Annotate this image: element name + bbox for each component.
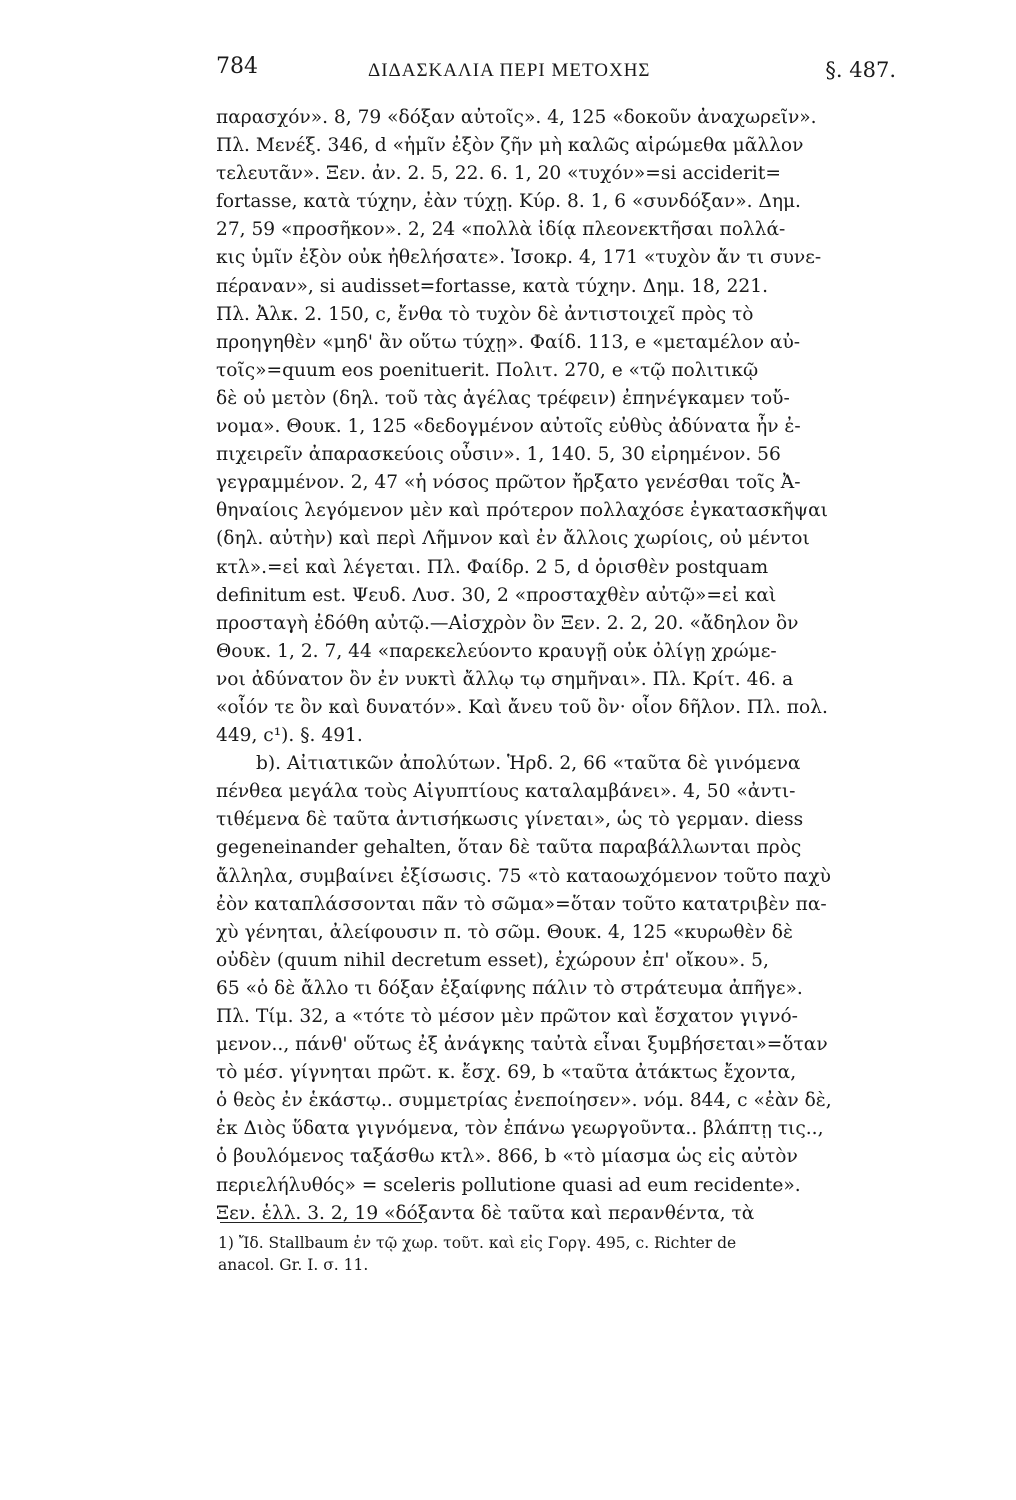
text-line: προηγηθὲν «μηδ' ἂν οὕτω τύχῃ». Φαίδ. 113, e «μεταμέλον αὐ- xyxy=(216,331,801,353)
text-line: «οἷόν τε ὂν καὶ δυνατόν». Καὶ ἄνευ τοῦ ὂν· οἷον δῆλον. Πλ. πολ. xyxy=(216,696,828,718)
text-line: πένθεα μεγάλα τοὺς Αἰγυπτίους καταλαμβάνει». 4, 50 «ἀντι- xyxy=(216,781,796,803)
text-line: περιελήλυθός» = sceleris pollutione quasi ad eum recidente». xyxy=(216,1174,801,1196)
text-line: gegeneinander gehalten, ὅταν δὲ ταῦτα παραβάλλωνται πρὸς xyxy=(216,837,802,859)
text-line: Πλ. Ἀλκ. 2. 150, c, ἔνθα τὸ τυχὸν δὲ ἀντιστοιχεῖ πρὸς τὸ xyxy=(216,303,754,325)
footnote-line: anacol. Gr. I. σ. 11. xyxy=(218,1256,369,1274)
text-line: δὲ οὐ μετὸν (δηλ. τοῦ τὰς ἀγέλας τρέφειν) ἐπηνέγκαμεν τοὔ- xyxy=(216,387,790,409)
text-line: πιχειρεῖν ἀπαρασκεύοις οὖσιν». 1, 140. 5, 30 εἰρημένον. 56 xyxy=(216,444,781,466)
section-number: §. 487. xyxy=(825,58,896,82)
text-line: τὸ μέσ. γίγνηται πρῶτ. κ. ἔσχ. 69, b «ταῦτα ἀτάκτως ἔχοντα, xyxy=(216,1062,797,1084)
text-line: παρασχόν». 8, 79 «δόξαν αὐτοῖς». 4, 125 «δοκοῦν ἀναχωρεῖν». xyxy=(216,107,817,128)
text-line: ἐκ Διὸς ὕδατα γιγνόμενα, τὸν ἐπάνω γεωργοῦντα.. βλάπτῃ τις.., xyxy=(216,1118,824,1140)
text-line: νοι ἀδύνατον ὂν ἐν νυκτὶ ἄλλῳ τῳ σημῆναι». Πλ. Κρίτ. 46. a xyxy=(216,668,794,690)
text-line: (δηλ. αὐτὴν) καὶ περὶ Λῆμνον καὶ ἐν ἄλλοις χωρίοις, οὐ μέντοι xyxy=(216,528,810,550)
text-line: μενον.., πάνθ' οὕτως ἐξ ἀνάγκης ταὐτὰ εἶναι ξυμβήσεται»=ὅταν xyxy=(216,1034,828,1056)
text-line: νομα». Θουκ. 1, 125 «δεδογμένον αὐτοῖς εὐθὺς ἀδύνατα ἦν ἐ- xyxy=(216,416,801,438)
text-line: Πλ. Μενέξ. 346, d «ἡμῖν ἐξὸν ζῆν μὴ καλῶς αἱρώμεθα μᾶλλον xyxy=(216,135,804,157)
text-line: Ξεν. ἑλλ. 3. 2, 19 «δόξαντα δὲ ταῦτα καὶ περανθέντα, τὰ xyxy=(216,1202,755,1224)
text-line: τιθέμενα δὲ ταῦτα ἀντισήκωσις γίνεται», ὡς τὸ γερμαν. diess xyxy=(216,809,804,831)
running-title: ΔΙΔΑΣΚΑΛΙΑ ΠΕΡΙ ΜΕΤΟΧΗΣ xyxy=(368,60,651,81)
text-line: Θουκ. 1, 2. 7, 44 «παρεκελεύοντο κραυγῇ οὐκ ὀλίγῃ χρώμε- xyxy=(216,640,777,662)
footnotes xyxy=(218,1232,898,1276)
body-text xyxy=(216,104,896,1228)
text-line: τοῖς»=quum eos poenituerit. Πολιτ. 270, e «τῷ πολιτικῷ xyxy=(216,359,759,381)
page-header xyxy=(216,54,896,94)
text-line: προσταγὴ ἐδόθη αὐτῷ.—Αἰσχρὸν ὂν Ξεν. 2. 2, 20. «ἄδηλον ὂν xyxy=(216,612,799,634)
text-line: γεγραμμένον. 2, 47 «ἡ νόσος πρῶτον ἤρξατο γενέσθαι τοῖς Ἀ- xyxy=(216,472,801,494)
text-line: χὺ γένηται, ἀλείφουσιν π. τὸ σῶμ. Θουκ. 4, 125 «κυρωθὲν δὲ xyxy=(216,921,793,943)
footnote-line: 1) Ἴδ. Stallbaum ἐν τῷ χωρ. τοῦτ. καὶ εἰς Γοργ. 495, c. Richter de xyxy=(218,1234,737,1252)
text-line: πέραναν», si audisset=fortasse, κατὰ τύχην. Δημ. 18, 221. xyxy=(216,275,768,297)
page-number: 784 xyxy=(216,54,258,79)
text-line: 27, 59 «προσῆκον». 2, 24 «πολλὰ ἰδίᾳ πλεονεκτῆσαι πολλά- xyxy=(216,219,786,241)
text-line: b). Αἰτιατικῶν ἀπολύτων. Ἡρδ. 2, 66 «ταῦτα δὲ γινόμενα xyxy=(256,753,801,775)
text-line: τελευτᾶν». Ξεν. ἀν. 2. 5, 22. 6. 1, 20 «τυχόν»=si acciderit= xyxy=(216,163,781,185)
text-line: θηναίοις λεγόμενον μὲν καὶ πρότερον πολλαχόσε ἐγκατασκῆψαι xyxy=(216,500,828,522)
footnote-rule xyxy=(220,1222,422,1223)
text-line: ἐὸν καταπλάσσονται πᾶν τὸ σῶμα»=ὅταν τοῦτο κατατριβὲν πα- xyxy=(216,893,827,915)
text-line: 449, c¹). §. 491. xyxy=(216,725,363,747)
text-line: κις ὑμῖν ἐξὸν οὐκ ἠθελήσατε». Ἰσοκρ. 4, 171 «τυχὸν ἄν τι συνε- xyxy=(216,247,822,269)
text-line: definitum est. Ψευδ. Λυσ. 30, 2 «προσταχθὲν αὐτῷ»=εἰ καὶ xyxy=(216,584,777,606)
text-line: ὁ θεὸς ἐν ἑκάστῳ.. συμμετρίας ἐνεποίησεν». νόμ. 844, c «ἐὰν δὲ, xyxy=(216,1090,832,1112)
text-line: 65 «ὁ δὲ ἄλλο τι δόξαν ἐξαίφνης πάλιν τὸ στράτευμα ἀπῆγε». xyxy=(216,977,803,999)
text-line: ὁ βουλόμενος ταξάσθω κτλ». 866, b «τὸ μίασμα ὡς εἰς αὐτὸν xyxy=(216,1146,798,1168)
text-line: κτλ».=εἰ καὶ λέγεται. Πλ. Φαίδρ. 2 5, d ὁρισθὲν postquam xyxy=(216,556,769,578)
text-line: ἄλληλα, συμβαίνει ἐξίσωσις. 75 «τὸ καταοωχόμενον τοῦτο παχὺ xyxy=(216,865,831,887)
text-line: fortasse, κατὰ τύχην, ἐὰν τύχῃ. Κύρ. 8. 1, 6 «συνδόξαν». Δημ. xyxy=(216,191,801,213)
text-line: Πλ. Τίμ. 32, a «τότε τὸ μέσον μὲν πρῶτον καὶ ἔσχατον γιγνό- xyxy=(216,1006,798,1027)
text-line: οὐδὲν (quum nihil decretum esset), ἐχώρουν ἐπ' οἴκου». 5, xyxy=(216,949,769,971)
